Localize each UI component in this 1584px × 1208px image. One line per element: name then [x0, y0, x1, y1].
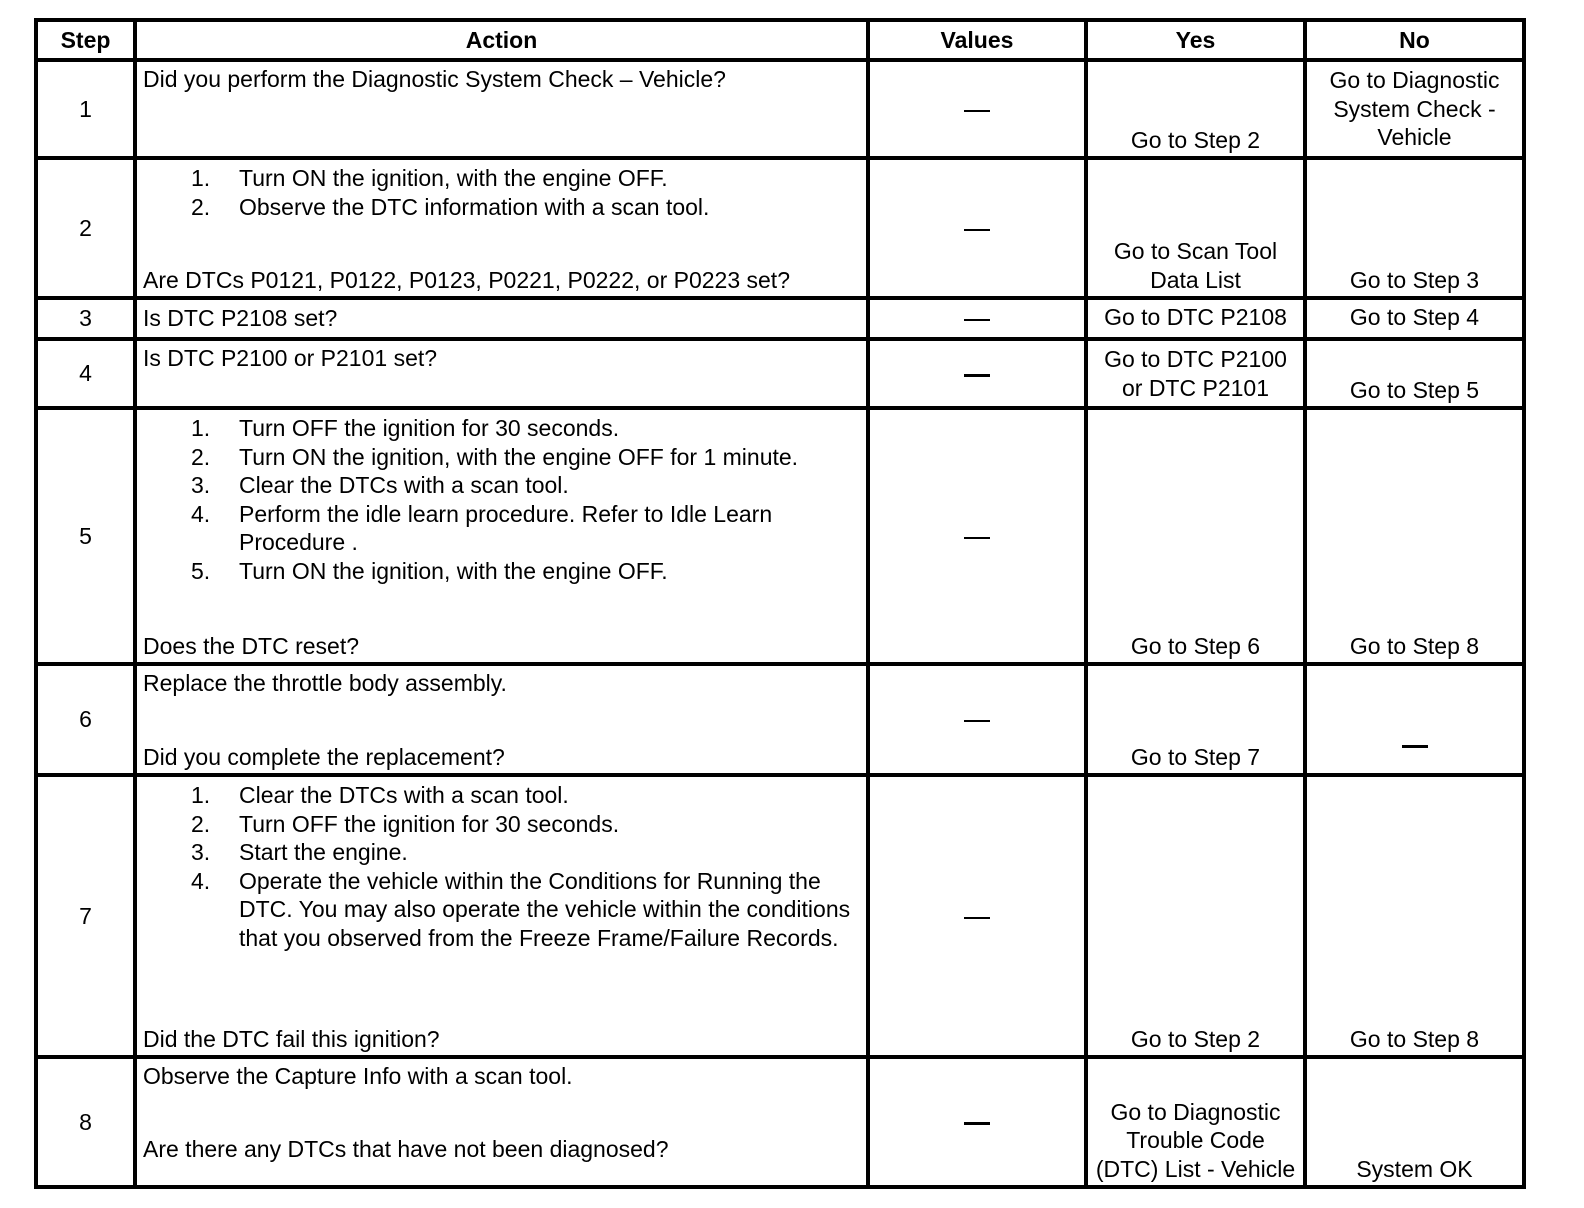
dash-icon: [964, 229, 990, 231]
action-question: Are DTCs P0121, P0122, P0123, P0221, P0222, or P0223 set?: [143, 266, 790, 293]
no-cell: [1305, 664, 1524, 775]
action-cell: [135, 775, 868, 1057]
table-row: [36, 408, 1524, 664]
list-item: 3. Clear the DTCs with a scan tool.: [191, 472, 569, 498]
yes-cell: Go to DTC P2100 or DTC P2101: [1086, 339, 1305, 408]
action-cell: [135, 298, 868, 339]
dash-icon: [964, 374, 990, 377]
action-cell: [135, 339, 868, 408]
header-no: No: [1305, 20, 1524, 60]
no-cell: System OK: [1305, 1057, 1524, 1187]
table-row: [36, 158, 1524, 298]
header-values: Values: [868, 20, 1086, 60]
step-number: 1: [36, 60, 135, 158]
value-cell: [868, 298, 1086, 339]
value-cell: [868, 158, 1086, 298]
yes-cell: Go to Step 7: [1086, 664, 1305, 775]
yes-cell: Go to Scan Tool Data List: [1086, 158, 1305, 298]
action-cell: [135, 158, 868, 298]
list-item: 5. Turn ON the ignition, with the engine OFF.: [191, 557, 668, 584]
action-steps: [143, 164, 860, 221]
dash-icon: [964, 1122, 990, 1125]
table-row: [36, 775, 1524, 1057]
action-steps: [143, 414, 860, 585]
step-number: 7: [36, 775, 135, 1057]
list-item: 2. Observe the DTC information with a scan tool.: [191, 193, 710, 220]
list-item: 1. Clear the DTCs with a scan tool.: [191, 782, 569, 808]
value-cell: [868, 1057, 1086, 1187]
action-steps: [143, 781, 860, 952]
step-number: 4: [36, 339, 135, 408]
diagnostic-table: [34, 18, 1526, 1189]
action-question: Did the DTC fail this ignition?: [143, 1025, 440, 1052]
value-cell: [868, 60, 1086, 158]
value-cell: [868, 408, 1086, 664]
list-item: 1. Turn OFF the ignition for 30 seconds.: [191, 415, 620, 441]
yes-cell: Go to DTC P2108: [1086, 298, 1305, 339]
dash-icon: [964, 537, 990, 539]
table-row: [36, 664, 1524, 775]
yes-cell: Go to Step 6: [1086, 408, 1305, 664]
no-cell: Go to Step 4: [1305, 298, 1524, 339]
dash-icon: [964, 917, 990, 919]
no-cell: Go to Step 5: [1305, 339, 1524, 408]
action-cell: [135, 664, 868, 775]
list-item: 3. Start the engine.: [191, 839, 408, 865]
action-intro: Observe the Capture Info with a scan tool.: [143, 1063, 573, 1089]
action-question: Did you complete the replacement?: [143, 743, 505, 770]
list-item: 2. Turn OFF the ignition for 30 seconds.: [191, 810, 620, 837]
action-cell: [135, 1057, 868, 1187]
list-item: 1. Turn ON the ignition, with the engine OFF.: [191, 165, 668, 191]
action-question: Is DTC P2108 set?: [143, 305, 338, 332]
list-item: 4. Operate the vehicle within the Conditions for Running the DTC. You may also operate the vehicle within the conditions that you observed from the Freeze Frame/Failure Records.: [191, 867, 851, 951]
action-question: Is DTC P2100 or P2101 set?: [143, 345, 438, 371]
dash-icon: [1402, 745, 1428, 748]
yes-cell: Go to Step 2: [1086, 775, 1305, 1057]
header-row: [36, 20, 1524, 60]
no-cell: Go to Diagnostic System Check - Vehicle: [1305, 60, 1524, 158]
action-intro: Replace the throttle body assembly.: [143, 670, 507, 696]
list-item: 4. Perform the idle learn procedure. Refer to Idle Learn Procedure .: [191, 500, 773, 555]
step-number: 5: [36, 408, 135, 664]
action-cell: [135, 60, 868, 158]
yes-cell: Go to Step 2: [1086, 60, 1305, 158]
dash-icon: [964, 110, 990, 112]
table-row: [36, 339, 1524, 408]
table-row: [36, 298, 1524, 339]
action-question: Does the DTC reset?: [143, 632, 360, 659]
value-cell: [868, 339, 1086, 408]
step-number: 6: [36, 664, 135, 775]
value-cell: [868, 664, 1086, 775]
action-question: Are there any DTCs that have not been diagnosed?: [143, 1135, 669, 1162]
table-row: [36, 1057, 1524, 1187]
header-step: Step: [36, 20, 135, 60]
action-cell: [135, 408, 868, 664]
header-action: Action: [135, 20, 868, 60]
no-cell: Go to Step 8: [1305, 775, 1524, 1057]
value-cell: [868, 775, 1086, 1057]
dash-icon: [964, 720, 990, 722]
no-cell: Go to Step 3: [1305, 158, 1524, 298]
step-number: 8: [36, 1057, 135, 1187]
yes-cell: Go to Diagnostic Trouble Code (DTC) List - Vehicle: [1086, 1057, 1305, 1187]
list-item: 2. Turn ON the ignition, with the engine OFF for 1 minute.: [191, 443, 799, 470]
header-yes: Yes: [1086, 20, 1305, 60]
dash-icon: [964, 319, 990, 321]
table-row: [36, 60, 1524, 158]
step-number: 2: [36, 158, 135, 298]
no-cell: Go to Step 8: [1305, 408, 1524, 664]
action-question: Did you perform the Diagnostic System Check – Vehicle?: [143, 66, 726, 92]
step-number: 3: [36, 298, 135, 339]
